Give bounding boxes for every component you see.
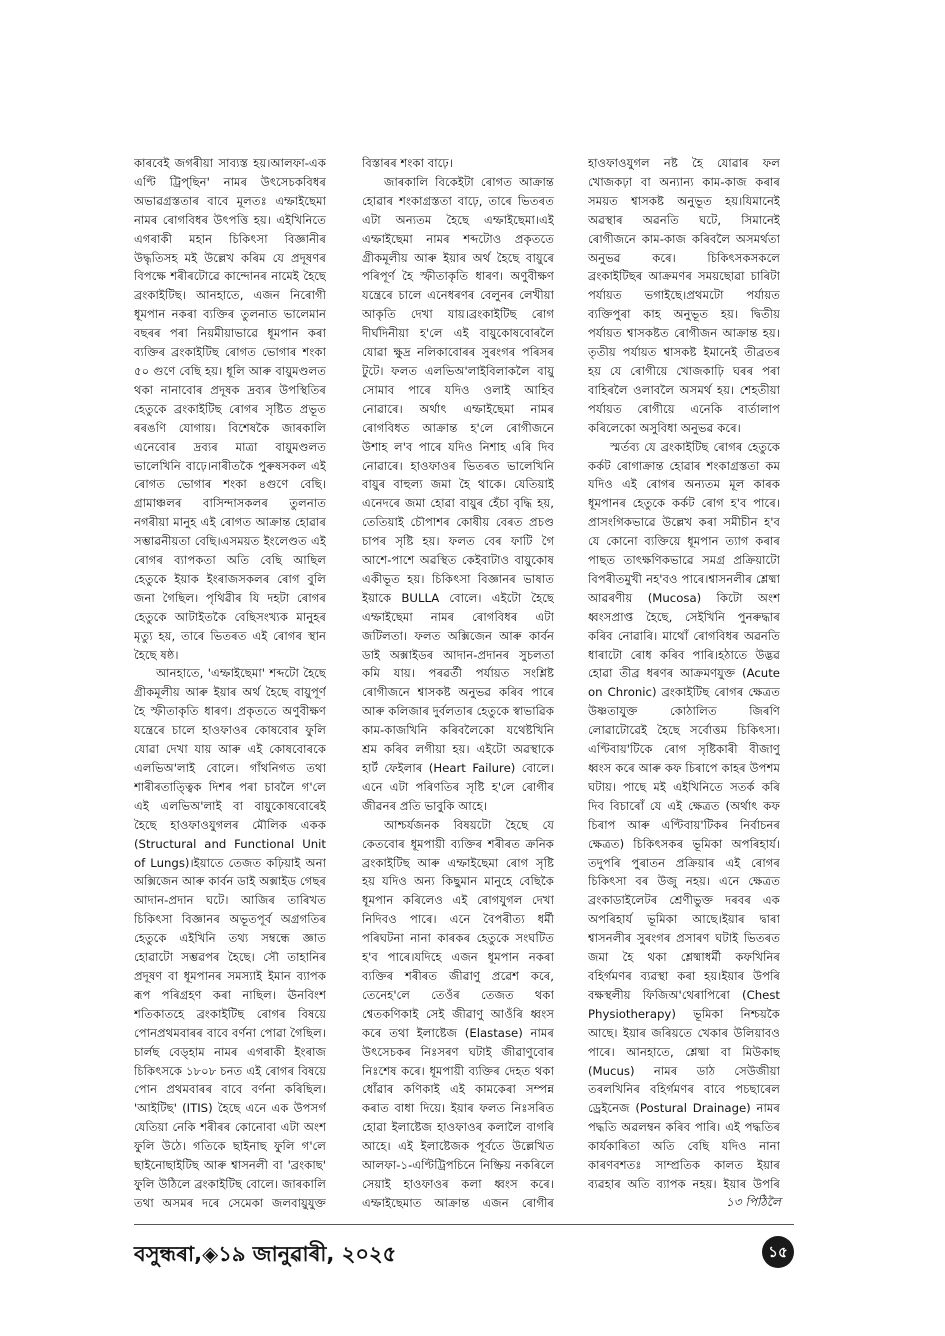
paragraph: হাওফাওযুগল নষ্ট হৈ যোৱাৰ ফল খোজকঢ়া বা অন্যান্য কাম-কাজ কৰাৰ সময়ত শ্বাসকষ্ট অনুভূত হয়।যিমানেই অৱস্থাৰ অৱনতি ঘটে, সিমানেই ৰোগীজনে কাম-কাজ কৰিবলৈ অসমৰ্থতা অনুভৱ কৰে। চিকিৎসকসকলে ব্ৰংকাইটিছৰ আক্ৰমণৰ সময়ছোৱা চাৰিটা পৰ্যায়ত ভগাইছে।প্ৰথমটো পৰ্যায়ত ব্যক্তিপুৰা কাহ অনুভূত হয়। দ্বিতীয় পৰ্যায়ত শ্বাসকষ্টত ৰোগীজন আক্ৰান্ত হয়। তৃতীয় পৰ্যায়ত শ্বাসকষ্ট ইমানেই তীব্ৰতৰ হয় যে ৰোগীয়ে খোজকাঢ়ি ঘৰৰ পৰা বাহিৰলৈ ওলাবলৈ অসমৰ্থ হয়। শেহতীয়া পৰ্যায়ত ৰোগীয়ে এনেকি বাৰ্তালাপ কৰিলেকো অসুবিধা অনুভৱ কৰে।: [588, 156, 780, 435]
paragraph: কাৰবেই জগৰীয়া সাব্যস্ত হয়।আলফা-এক এণ্টি ট্ৰিপ্‌ছিন' নামৰ উৎসেচকবিধৰ অভাৱগ্ৰস্ততাৰ বাবে মূলতঃ এম্ফাইছেমা নামৰ ৰোগবিধৰ উৎপত্তি হয়। এইখিনিতে এগৰাকী মহান চিকিৎসা বিজ্ঞানীৰ উদ্ধৃতিসহ মই উল্লেখ কৰিম যে প্ৰদূষণৰ বিপক্ষে শৰীৰটোৱে কান্দোনৰ নামেই হৈছে ব্ৰংকাইটিছ। আনহাতে, এজন নিৰোগী ধূমপান নকৰা ব্যক্তিৰ তুলনাত ভালেমান বছৰৰ পৰা নিয়মীয়াভাৱে ধূমপান কৰা ব্যক্তিৰ ব্ৰংকাইটিছ ৰোগত ভোগাৰ শংকা ৫০ গুণে বেছি হয়। ধূলি আৰু বায়ুমণ্ডলত থকা নানাবোৰ প্ৰদূষক দ্ৰব্যৰ উপস্থিতিৰ হেতুকে ব্ৰংকাইটিছ ৰোগৰ সৃষ্টিত প্ৰভূত ৰৰঙণি যোগায়। বিশেষকৈ জাৰকালি এনেবোৰ দ্ৰব্যৰ মাত্ৰা বায়ুমণ্ডলত ভালেখিনি বাঢ়ে।নাৰীতকৈ পুৰুষসকল এই ৰোগত ভোগাৰ শংকা ৪গুণে বেছি। গ্ৰামাঞ্চলৰ বাসিন্দাসকলৰ তুলনাত নগৰীয়া মানুহ এই ৰোগত আক্ৰান্ত হোৱাৰ সম্ভাৱনীয়তা বেছি।এসময়ত ইংলেণ্ডত এই ৰোগৰ ব্যাপকতা অতি বেছি আছিল হেতুকে ইয়াক ইংৰাজসকলৰ ৰোগ বুলি জনা গৈছিল। পৃথিৱীৰ যি দহটা ৰোগৰ হেতুকে আটাইতকৈ বেছিসংখ্যক মানুহৰ মৃত্যু হয়, তাৰে ভিতৰত এই ৰোগৰ স্থান হৈছে ষষ্ঠ।: [134, 156, 326, 662]
paragraph: বিস্তাৰৰ শংকা বাঢ়ে।: [362, 156, 453, 170]
paragraph: স্মৰ্তব্য যে ব্ৰংকাইটিছ ৰোগৰ হেতুকে কৰ্কট ৰোগাক্ৰান্ত হোৱাৰ শংকাগ্ৰস্ততা কম যদিও এই ৰোগৰ অন্যতম মূল কাৰক ধূমপানৰ হেতুকে কৰ্কট ৰোগ হ'ব পাৰে। প্ৰাসংগিকভাৱে উল্লেখ কৰা সমীচীন হ'ব যে কোনো ব্যক্তিয়ে ধূমপান ত্যাগ কৰাৰ পাছত তাৎক্ষণিকভাৱে সমগ্ৰ প্ৰক্ৰিয়াটো বিপৰীতমুখী নহ'বও পাৰে।শ্বাসনলীৰ শ্লেষ্মা আৱৰণীয় (Mucosa) কিটো অংশ ধ্বংসপ্ৰাপ্ত হৈছে, সেইখিনি পুনৰুদ্ধাৰ কৰিব নোৱাৰি। মাথোঁ ৰোগবিধৰ অৱনতি ধাৰাটো ৰোধ কৰিব পাৰি।হঠাতে উদ্ভৱ হোৱা তীব্ৰ ধৰণৰ আক্ৰমণযুক্ত (Acute on Chronic) ব্ৰংকাইটিছ ৰোগৰ ক্ষেত্ৰত উষ্ণতাযুক্ত কোঠালিত জিৰণি লোৱাটোৱেই হৈছে সৰ্বোত্তম চিকিৎসা। এণ্টিবায়'টিকে ৰোগ সৃষ্টিকাৰী বীজাণু ধ্বংস কৰে আৰু কফ চিৰাপে কাহৰ উপশম ঘটায়। পাছে মই এইখিনিতে সতৰ্ক কৰি দিব বিচাৰোঁ যে এই ক্ষেত্ৰত (অৰ্থাৎ কফ চিৰাপ আৰু এণ্টিবায়'টিকৰ নিৰ্বাচনৰ ক্ষেত্ৰত) চিকিৎসকৰ ভূমিকা অপৰিহাৰ্য। তদুপৰি পুৰাতন প্ৰক্ৰিয়াৰ এই ৰোগৰ চিকিৎসা বৰ উজু নহয়। এনে ক্ষেত্ৰত ব্ৰংকাডাইলেটৰ শ্ৰেণীভুক্ত দৰবৰ এক অপৰিহাৰ্য ভূমিকা আছে।ইয়াৰ দ্বাৰা শ্বাসনলীৰ সুৰংগৰ প্ৰসাৰণ ঘটাই ভিতৰত জমা হৈ থকা শ্লেষ্মাধৰ্মী কফখিনিৰ বহিৰ্গমণৰ ব্যৱস্থা কৰা হয়।ইয়াৰ উপৰি বক্ষস্থলীয় ফিজিঅ'থেৰাপিৰো (Chest Physiotherapy) ভূমিকা নিশ্চয়কৈ আছে। ইয়াৰ জৰিয়তে খেকাৰ উলিয়াবও পাৰে। আনহাতে, শ্লেষ্মা বা মিউকাছ (Mucus) নামৰ ডাঠ সেউজীয়া তৰলখিনিৰ বহিৰ্গমণৰ বাবে পচছাৰেল ড্ৰেইনেজ (Postural Drainage) নামৰ পদ্ধতি অৱলম্বন কৰিব পাৰি। এই পদ্ধতিৰ কাৰ্যকাৰিতা অতি বেছি যদিও নানা কাৰণবশতঃ সাম্প্ৰতিক কালত ইয়াৰ ব্যৱহাৰ অতি ব্যাপক নহয়। ইয়াৰ উপৰি: [588, 439, 780, 1191]
continued-note: ১৩ পিঠিলৈ: [726, 1195, 781, 1209]
page-footer: [134, 1236, 794, 1276]
article-column-1: [134, 154, 326, 1214]
article-column-3: [588, 154, 780, 1194]
paragraph: আশ্চৰ্যজনক বিষয়টো হৈছে যে কেতবোৰ ধূমপায়ী ব্যক্তিৰ শৰীৰত ক্ৰনিক ব্ৰংকাইটিছ আৰু এম্ফাইছেমা ৰোগ সৃষ্টি হয় যদিও অন্য কিছুমান মানুহে বেছিকৈ ধূমপান কৰিলেও এই ৰোগযুগল দেখা নিদিবও পাৰে। এনে বৈপৰীত্য ধৰ্মী পৰিঘটনা নানা কাৰকৰ হেতুকে সংঘটিত হ'ব পাৰে।যদিহে এজন ধূমপান নকৰা ব্যক্তিৰ শৰীৰত জীৱাণু প্ৰৱেশ কৰে, তেনেহ'লে তেওঁৰ তেজত থকা শ্বেতকণিকাই সেই জীৱাণু আওঁৰি ধ্বংস কৰে তথা ইলাষ্টেজ (Elastase) নামৰ উৎসেচকৰ নিঃসৰণ ঘটাই জীৱাণুবোৰ নিঃশেষ কৰে। ধূমপায়ী ব্যক্তিৰ দেহত থকা ধোঁৱাৰ কণিকাই এই কামকেৰা সম্পন্ন কৰাত বাধা দিয়ে। ইয়াৰ ফলত নিঃসৰিত হোৱা ইলাষ্টেজ হাওফাওৰ কলালৈ বাগৰি আহে। এই ইলাষ্টেজক পূৰ্বতে উল্লেখিত আলফা-১-এণ্টিট্ৰিপচিনে নিষ্ক্ৰিয় নকৰিলে সেয়াই হাওফাওৰ কলা ধ্বংস কৰে। এম্ফাইছেমাত আক্ৰান্ত এজন ৰোগীৰ: [362, 817, 554, 1210]
article-column-2: [362, 154, 554, 1214]
publication-date-line: বসুন্ধৰা,◈১৯ জানুৱাৰী, ২০২৫: [134, 1242, 397, 1266]
paragraph: আনহাতে, 'এম্ফাইছেমা' শব্দটো হৈছে গ্ৰীকমূলীয় আৰু ইয়াৰ অৰ্থ হৈছে বায়ুপূৰ্ণ হৈ স্ফীতাকৃতি ধাৰণ। প্ৰকৃততে অণুবীক্ষণ যন্ত্ৰেৰে চালে হাওফাওৰ কোষবোৰ ফুলি যোৱা দেখা যায় আৰু এই কোষবোৰকে এলভিঅ'লাই বোলে। গাঁথনিগত তথা শাৰীৰতাত্ত্বিক দিশৰ পৰা চাবলৈ গ'লে এই এলভিঅ'লাই বা বায়ুকোষবোৰেই হৈছে হাওফাওযুগলৰ মৌলিক একক (Structural and Functional Unit of Lungs)।ইয়াতে তেজত কঢ়িয়াই অনা অক্সিজেন আৰু কাৰ্বন ডাই অক্সাইড গেছৰ আদান-প্ৰদান ঘটে। আজিৰ তাৰিখত চিকিৎসা বিজ্ঞানৰ অভূতপূৰ্ব অগ্ৰগতিৰ হেতুকে এইখিনি তথ্য সম্বন্ধে জ্ঞাত হোৱাটো সম্ভৱপৰ হৈছে। সৌ তাহানিৰ প্ৰদূষণ বা ধূমপানৰ সমস্যাই ইমান ব্যাপক ৰূপ পৰিগ্ৰহণ কৰা নাছিল। ঊনবিংশ শতিকাতহে ব্ৰংকাইটিছ ৰোগৰ বিষয়ে পোনপ্ৰথমবাৰৰ বাবে বৰ্ণনা পোৱা গৈছিল। চাৰ্লছ বেড্‌হাম নামৰ এগৰাকী ইংৰাজ চিকিৎসকে ১৮০৮ চনত এই ৰোগৰ বিষয়ে পোন প্ৰথমবাৰৰ বাবে বৰ্ণনা কৰিছিল। 'আইটিছ' (ITIS) হৈছে এনে এক উপসৰ্গ যেতিয়া নেকি শৰীৰৰ কোনোবা এটা অংশ ফুলি উঠে। গতিকে ছাইনাছ ফুলি গ'লে ছাইনোছাইটিছ আৰু শ্বাসনলী বা 'ব্ৰংকাছ' ফুলি উঠিলে ব্ৰংকাইটিছ বোলে। জাৰকালি তথা অসমৰ দৰে সেমেকা জলবায়ুযুক্ত: [134, 666, 326, 1210]
page-number-badge: ১৫: [762, 1236, 794, 1268]
paragraph: জাৰকালি বিকেইটা ৰোগত আক্ৰান্ত হোৱাৰ শংকাগ্ৰস্ততা বাঢ়ে, তাৰে ভিতৰত এটা অন্যতম হৈছে এম্ফাইছেমা।এই এম্ফাইছেমা নামৰ শব্দটোও প্ৰকৃততে গ্ৰীকমূলীয় আৰু ইয়াৰ অৰ্থ হৈছে বায়ুৰে পৰিপূৰ্ণ হৈ স্ফীতাকৃতি ধাৰণ। অণুবীক্ষণ যন্ত্ৰেৰে চালে এনেধৰণৰ বেলুনৰ লেখীয়া আকৃতি দেখা যায়।ব্ৰংকাইটিছ ৰোগ দীৰ্ঘদিনীয়া হ'লে এই বায়ুকোষবোৰলৈ যোৱা ক্ষুদ্ৰ নলিকাবোৰৰ সুৰংগৰ পৰিসৰ টুটে। ফলত এলভিঅ'লাইবিলাকলৈ বায়ু সোমাব পাৰে যদিও ওলাই আহিব নোৱাৰে। অৰ্থাৎ এম্ফাইছেমা নামৰ ৰোগবিধত আক্ৰান্ত হ'লে ৰোগীজনে উশাহ ল'ব পাৰে যদিও নিশাহ এৰি দিব নোৱাৰে। হাওফাওৰ ভিতৰত ভালেখিনি বায়ুৰ বাহুল্য জমা হৈ থাকে। যেতিয়াই এনেদৰে জমা হোৱা বায়ুৰ হেঁচা বৃদ্ধি হয়, তেতিয়াই চৌপাশৰ কোষীয় বেৰত প্ৰচণ্ড চাপৰ সৃষ্টি হয়। ফলত বেৰ ফাটি গৈ আশে-পাশে অৱস্থিত কেইবাটাও বায়ুকোষ একীভূত হয়। চিকিৎসা বিজ্ঞানৰ ভাষাত ইয়াকে BULLA বোলে। এইটো হৈছে এম্ফাইছেমা নামৰ ৰোগবিধৰ এটা জটিলতা। ফলত অক্সিজেন আৰু কাৰ্বন ডাই অক্সাইডৰ আদান-প্ৰদানৰ সুচলতা কমি যায়। পৰৱৰ্তী পৰ্যায়ত সংশ্লিষ্ট ৰোগীজনে শ্বাসকষ্ট অনুভৱ কৰিব পাৰে আৰু কলিজাৰ দুৰ্বলতাৰ হেতুকে স্বাভাৱিক কাম-কাজখিনি কৰিবলৈকো যথেষ্টখিনি শ্ৰম কৰিব লগীয়া হয়। এইটো অৱস্থাকে হাৰ্ট ফেইলাৰ (Heart Failure) বোলে। এনে এটা পৰিণতিৰ সৃষ্টি হ'লে ৰোগীৰ জীৱনৰ প্ৰতি ভাবুকি আহে।: [362, 174, 554, 813]
footer-divider: [134, 1224, 794, 1225]
